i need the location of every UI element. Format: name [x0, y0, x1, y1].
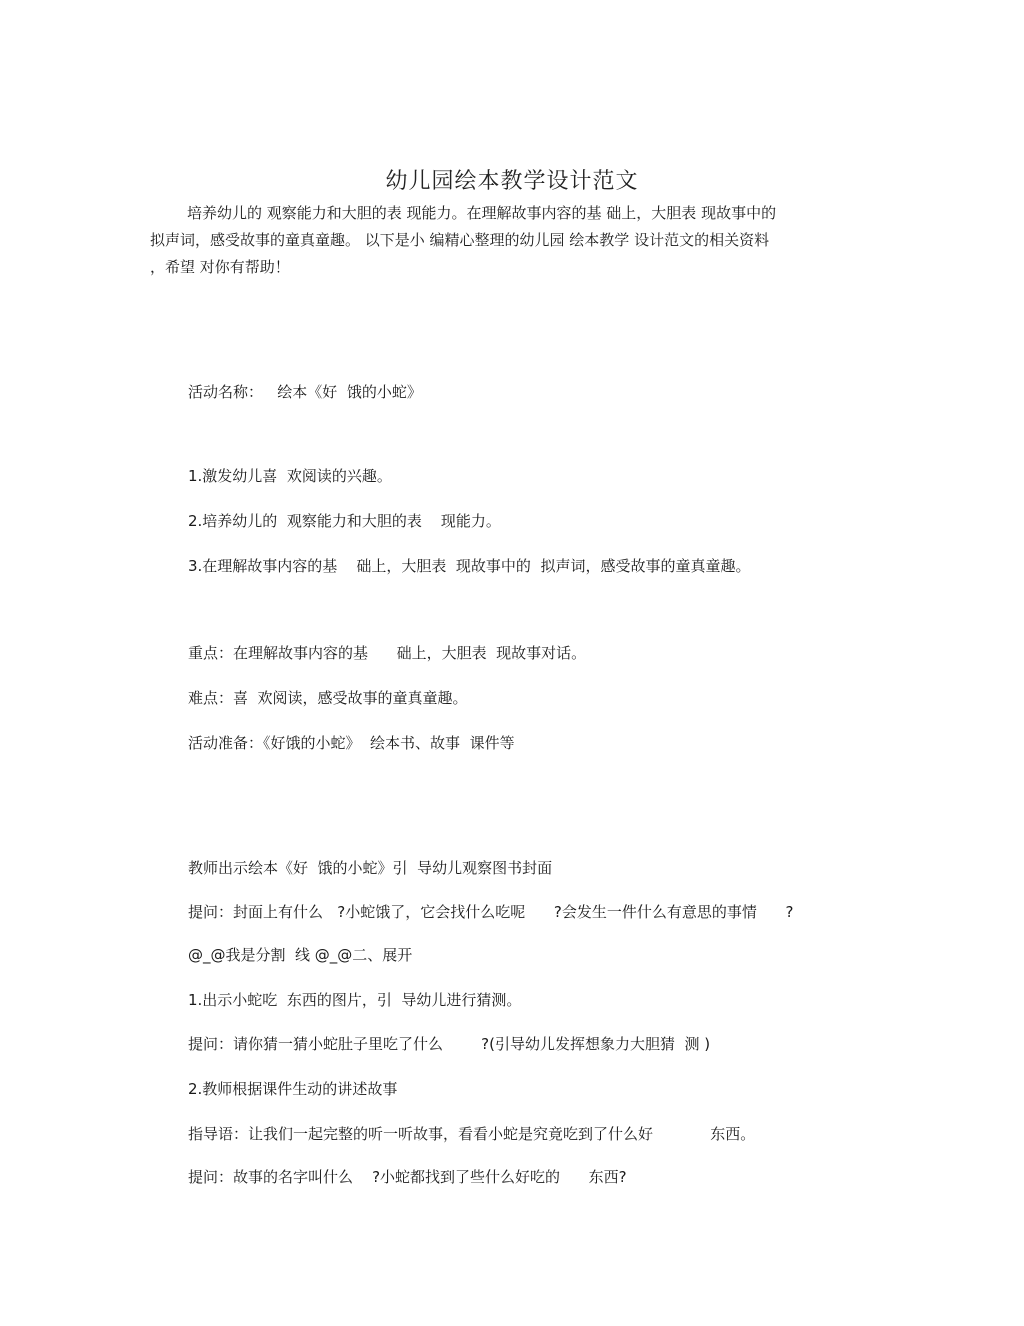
activity-name: 活动名称： 绘本《好 饿的小蛇》	[188, 383, 422, 401]
process-line: 2.教师根据课件生动的讲述故事	[188, 1080, 398, 1098]
key-point: 重点：在理解故事内容的基 础上，大胆表 现故事对话。	[188, 644, 587, 662]
goal-item: 1.激发幼儿喜 欢阅读的兴趣。	[188, 467, 392, 485]
document-title: 幼儿园绘本教学设计范文	[385, 169, 639, 194]
intro-line: 拟声词，感受故事的童真童趣。 以下是小 编精心整理的幼儿园 绘本教学 设计范文的相关资料	[150, 231, 770, 249]
goal-item: 3.在理解故事内容的基 础上，大胆表 现故事中的 拟声词，感受故事的童真童趣。	[188, 557, 751, 575]
intro-line: ，希望 对你有帮助！	[150, 258, 290, 276]
process-line: 提问：请你猜一猜小蛇肚子里吃了什么 ?(引导幼儿发挥想象力大胆猜 测 )	[188, 1035, 711, 1053]
process-line: @_@我是分割 线 @_@二、展开	[188, 946, 413, 964]
intro-paragraph	[150, 200, 870, 281]
process-line: 教师出示绘本《好 饿的小蛇》引 导幼儿观察图书封面	[188, 859, 553, 877]
intro-line: 培养幼儿的 观察能力和大胆的表 现能力。在理解故事内容的基 础上，大胆表 现故事中的	[187, 204, 777, 222]
goal-item: 2.培养幼儿的 观察能力和大胆的表 现能力。	[188, 512, 501, 530]
process-line: 指导语：让我们一起完整的听一听故事，看看小蛇是究竟吃到了什么好 东西。	[188, 1125, 756, 1143]
process-line: 提问：封面上有什么 ?小蛇饿了，它会找什么吃呢 ?会发生一件什么有意思的事情 ?	[188, 903, 794, 921]
difficulty: 难点：喜 欢阅读，感受故事的童真童趣。	[188, 689, 468, 707]
process-line: 1.出示小蛇吃 东西的图片，引 导幼儿进行猜测。	[188, 991, 522, 1009]
process-line: 提问：故事的名字叫什么 ?小蛇都找到了些什么好吃的 东西?	[188, 1168, 627, 1186]
preparation: 活动准备：《好饿的小蛇》 绘本书、故事 课件等	[188, 734, 515, 752]
